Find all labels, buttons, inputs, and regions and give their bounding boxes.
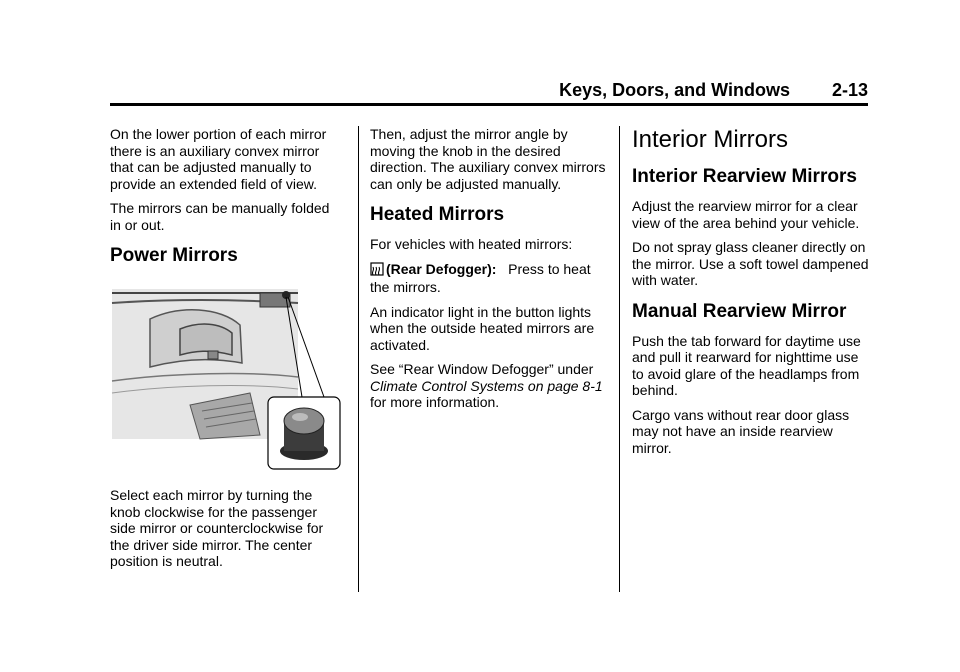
cross-reference-link[interactable]: Climate Control Systems on page 8-1: [370, 377, 603, 394]
power-mirror-illustration: [110, 285, 342, 471]
paragraph: Adjust the rearview mirror for a clear view of the area behind your vehicle.: [632, 198, 860, 231]
page-header: [110, 80, 868, 100]
paragraph: Push the tab forward for daytime use and pull it rearward for nighttime use to avoid glare of the headlamps from behind.: [632, 332, 861, 398]
paragraph: Cargo vans without rear door glass may not have an inside rearview mirror.: [632, 406, 850, 456]
column-divider: [358, 126, 359, 592]
see-also-paragraph: [370, 361, 606, 411]
paragraph: For vehicles with heated mirrors:: [370, 236, 573, 252]
paragraph: On the lower portion of each mirror there is an auxiliary convex mirror that can be adjusted manually to provide an extended field of view.: [110, 126, 327, 192]
paragraph: The mirrors can be manually folded in or out.: [110, 200, 330, 233]
heading-heated-mirrors: Heated Mirrors: [370, 204, 505, 225]
heading-interior-rearview-mirrors: Interior Rearview Mirrors: [632, 166, 857, 187]
heading-power-mirrors: Power Mirrors: [110, 245, 238, 266]
rear-defogger-icon: [370, 262, 384, 280]
heading-manual-rearview-mirror: Manual Rearview Mirror: [632, 300, 847, 322]
column-2: [370, 126, 606, 419]
column-3: [632, 126, 872, 464]
paragraph: Then, adjust the mirror angle by moving the knob in the desired direction. The auxiliary convex mirrors can only be adjusted manually.: [370, 126, 606, 192]
heading-interior-mirrors: Interior Mirrors: [632, 126, 789, 153]
defogger-text: Press to heat the mirrors.: [370, 260, 591, 295]
paragraph: Select each mirror by turning the knob clockwise for the passenger side mirror or counterclockwise for the driver side mirror. The center position is neutral.: [110, 487, 324, 569]
defogger-paragraph: [370, 261, 606, 296]
see-also-text: See “Rear Window Defogger” under: [370, 361, 594, 377]
paragraph: An indicator light in the button lights when the outside heated mirrors are activated.: [370, 303, 595, 353]
section-title: Keys, Doors, and Windows: [559, 80, 790, 100]
header-rule: [110, 103, 868, 106]
page-number: 2-13: [831, 80, 868, 100]
column-divider: [619, 126, 620, 592]
defogger-label: (Rear Defogger):: [386, 260, 497, 277]
see-also-text: for more information.: [370, 394, 500, 410]
column-1: [110, 126, 340, 578]
paragraph: Do not spray glass cleaner directly on the mirror. Use a soft towel dampened with water.: [632, 239, 869, 288]
